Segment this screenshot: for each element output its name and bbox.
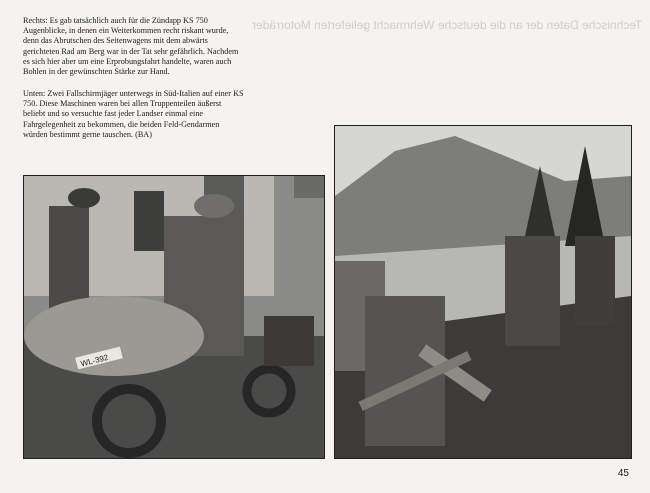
caption-top: Rechts: Es gab tatsächlich auch für die Zündapp KS 750 Augenblicke, in denen ein Weiterkommen recht riskant wurde, denn das Abrutschen des Seitenwagens mit dem abwärts gerichteten Rad am Berg war in der Tat sehr gefährlich. Nachdem es sich hier aber um eine Erprobungsfahrt handelte, waren auch Bohlen in der gewünschten Stärke zur Hand. — [23, 16, 239, 77]
bleed-through-heading: Technische Daten der an die deutsche Wehrmacht gelieferten Motorräder — [252, 18, 642, 32]
rider-helmet — [194, 194, 234, 218]
soldier-helmet — [68, 188, 100, 208]
soldier-background — [575, 236, 615, 326]
photo-paratroopers-motorcycle — [23, 175, 325, 459]
caption-bottom: Unten: Zwei Fallschirmjäger unterwegs in Süd-Italien auf einer KS 750. Diese Maschinen waren bei allen Truppenteilen äußerst beliebt und so versuchte fast jeder Landser einmal eine Fahrgelegenheit zu bekommen, die beiden Feld-Gendarmen würden bestimmt gerne tauschen. (BA) — [23, 89, 244, 139]
sidecar-body — [24, 296, 204, 376]
photo-right-drawing — [335, 126, 631, 458]
sidecar-plate: WL-392 — [79, 352, 110, 369]
photo-left-drawing — [24, 176, 324, 458]
page-number: 45 — [617, 468, 629, 479]
road-sign — [294, 176, 324, 198]
rider-mountain — [505, 236, 560, 346]
building-window — [134, 191, 164, 251]
photo-mountain-test-ride — [334, 125, 632, 459]
saddle-bag — [264, 316, 314, 366]
